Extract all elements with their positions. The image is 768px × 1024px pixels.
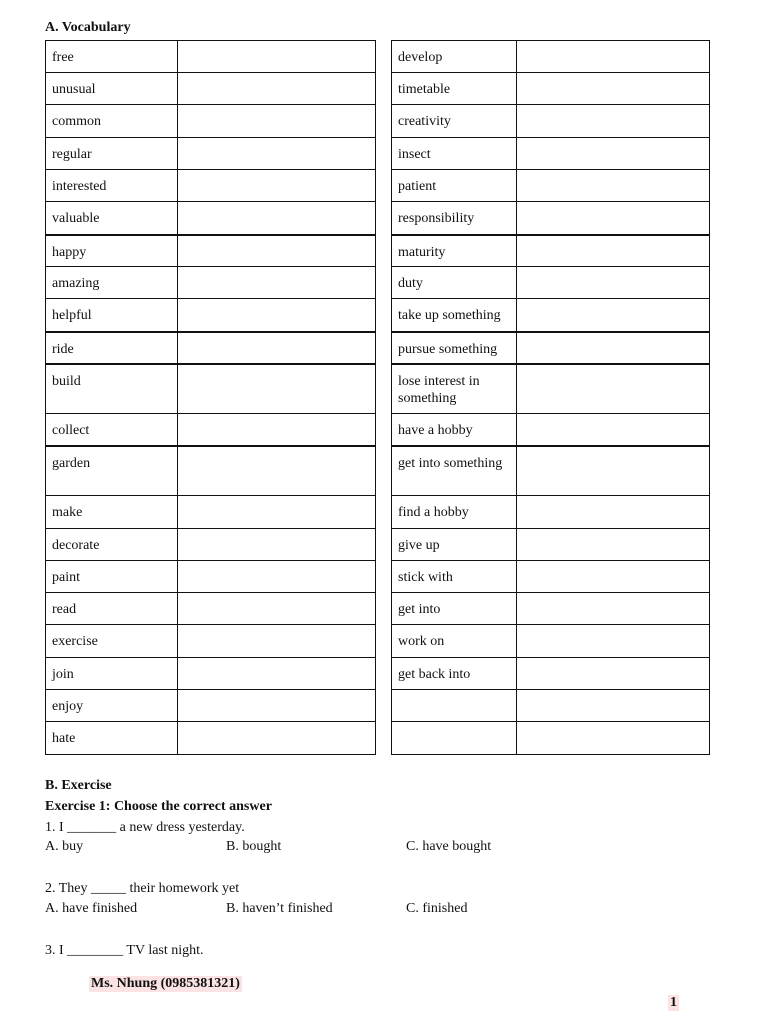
vocab-row	[392, 41, 710, 73]
vocab-answer-cell-right[interactable]	[516, 235, 709, 267]
vocab-word-left: helpful	[46, 299, 178, 332]
page-number: 1	[670, 995, 677, 1010]
vocab-row	[392, 202, 710, 235]
vocab-answer-cell-left[interactable]	[177, 690, 375, 722]
vocab-row	[392, 446, 710, 496]
vocab-row	[392, 561, 710, 593]
section-a-heading: A. Vocabulary	[45, 20, 131, 35]
vocab-answer-cell-left[interactable]	[177, 446, 375, 496]
vocab-answer-cell-right[interactable]	[516, 267, 709, 299]
vocab-row	[392, 690, 710, 722]
vocab-answer-cell-right[interactable]	[516, 561, 709, 593]
vocab-word-left: make	[46, 496, 178, 529]
vocab-row	[46, 332, 376, 364]
vocab-row	[392, 105, 710, 138]
vocab-row	[392, 299, 710, 332]
vocab-word-right: find a hobby	[392, 496, 517, 529]
vocab-answer-cell-left[interactable]	[177, 625, 375, 658]
question-1-option-a[interactable]: A. buy	[45, 839, 84, 854]
vocab-answer-cell-left[interactable]	[177, 138, 375, 170]
vocab-word-left: join	[46, 658, 178, 690]
vocab-row	[46, 658, 376, 690]
vocab-answer-cell-right[interactable]	[516, 722, 709, 755]
question-2-option-b[interactable]: B. haven’t finished	[226, 901, 333, 916]
vocab-answer-cell-left[interactable]	[177, 529, 375, 561]
vocab-answer-cell-right[interactable]	[516, 496, 709, 529]
vocab-answer-cell-right[interactable]	[516, 414, 709, 446]
vocab-answer-cell-right[interactable]	[516, 138, 709, 170]
vocab-row	[46, 496, 376, 529]
vocab-answer-cell-left[interactable]	[177, 299, 375, 332]
vocab-word-left: garden	[46, 446, 178, 496]
vocab-row	[46, 446, 376, 496]
vocab-answer-cell-left[interactable]	[177, 658, 375, 690]
vocab-word-left: happy	[46, 235, 178, 267]
vocab-word-left: interested	[46, 170, 178, 202]
vocab-word-right: take up something	[392, 299, 517, 332]
question-2-option-c[interactable]: C. finished	[406, 901, 468, 916]
vocab-row	[46, 690, 376, 722]
exercise-1-title: Exercise 1: Choose the correct answer	[45, 799, 272, 814]
vocab-answer-cell-left[interactable]	[177, 561, 375, 593]
vocab-answer-cell-right[interactable]	[516, 529, 709, 561]
vocab-word-right: get back into	[392, 658, 517, 690]
vocab-word-left: collect	[46, 414, 178, 446]
vocab-word-right: have a hobby	[392, 414, 517, 446]
vocab-row	[46, 202, 376, 235]
vocab-word-left: regular	[46, 138, 178, 170]
vocab-answer-cell-right[interactable]	[516, 73, 709, 105]
vocab-answer-cell-left[interactable]	[177, 496, 375, 529]
vocab-row	[392, 267, 710, 299]
vocab-row	[46, 722, 376, 755]
vocab-table-right	[391, 40, 710, 755]
vocab-word-right: work on	[392, 625, 517, 658]
vocab-row	[46, 593, 376, 625]
vocab-answer-cell-left[interactable]	[177, 41, 375, 73]
vocab-word-left: exercise	[46, 625, 178, 658]
vocab-word-left: enjoy	[46, 690, 178, 722]
vocab-row	[46, 414, 376, 446]
vocab-row	[392, 722, 710, 755]
vocab-row	[46, 105, 376, 138]
vocab-row	[392, 529, 710, 561]
vocab-row	[392, 235, 710, 267]
vocab-word-right: get into something	[392, 446, 517, 496]
vocab-answer-cell-right[interactable]	[516, 593, 709, 625]
vocab-row	[46, 73, 376, 105]
question-1-option-b[interactable]: B. bought	[226, 839, 282, 854]
vocab-answer-cell-right[interactable]	[516, 41, 709, 73]
vocab-answer-cell-right[interactable]	[516, 105, 709, 138]
vocab-word-right: maturity	[392, 235, 517, 267]
vocab-answer-cell-right[interactable]	[516, 625, 709, 658]
vocab-row	[46, 625, 376, 658]
vocab-row	[46, 529, 376, 561]
vocab-word-right: give up	[392, 529, 517, 561]
vocab-word-right: insect	[392, 138, 517, 170]
vocab-word-right: get into	[392, 593, 517, 625]
vocab-row	[392, 364, 710, 414]
vocab-word-left: ride	[46, 332, 178, 364]
vocab-word-left: decorate	[46, 529, 178, 561]
vocab-answer-cell-right[interactable]	[516, 299, 709, 332]
vocab-answer-cell-left[interactable]	[177, 722, 375, 755]
vocab-word-right: pursue something	[392, 332, 517, 364]
vocab-answer-cell-right[interactable]	[516, 690, 709, 722]
question-1-stem: 1. I _______ a new dress yesterday.	[45, 820, 245, 835]
vocab-answer-cell-right[interactable]	[516, 332, 709, 364]
vocab-row	[392, 332, 710, 364]
teacher-contact: Ms. Nhung (0985381321)	[91, 976, 240, 991]
vocab-row	[392, 658, 710, 690]
vocab-word-left: hate	[46, 722, 178, 755]
vocab-answer-cell-right[interactable]	[516, 364, 709, 414]
question-2-option-a[interactable]: A. have finished	[45, 901, 138, 916]
vocab-answer-cell-left[interactable]	[177, 332, 375, 364]
vocab-word-right	[392, 722, 517, 755]
vocab-answer-cell-left[interactable]	[177, 364, 375, 414]
vocab-row	[392, 496, 710, 529]
vocab-row	[392, 414, 710, 446]
vocab-answer-cell-left[interactable]	[177, 73, 375, 105]
vocab-row	[46, 364, 376, 414]
vocab-row	[46, 170, 376, 202]
vocab-word-left: paint	[46, 561, 178, 593]
vocab-word-right: develop	[392, 41, 517, 73]
vocab-word-left: common	[46, 105, 178, 138]
vocab-answer-cell-right[interactable]	[516, 170, 709, 202]
vocab-word-right: patient	[392, 170, 517, 202]
vocab-answer-cell-left[interactable]	[177, 267, 375, 299]
vocab-word-right: responsibility	[392, 202, 517, 235]
question-3-stem: 3. I ________ TV last night.	[45, 943, 204, 958]
vocab-row	[392, 138, 710, 170]
vocab-word-left: unusual	[46, 73, 178, 105]
vocab-answer-cell-left[interactable]	[177, 202, 375, 235]
vocab-word-left: valuable	[46, 202, 178, 235]
vocab-row	[392, 593, 710, 625]
vocab-answer-cell-left[interactable]	[177, 235, 375, 267]
vocab-word-right: timetable	[392, 73, 517, 105]
vocab-row	[392, 73, 710, 105]
vocab-row	[46, 267, 376, 299]
vocab-answer-cell-right[interactable]	[516, 202, 709, 235]
vocab-answer-cell-left[interactable]	[177, 593, 375, 625]
question-2-stem: 2. They _____ their homework yet	[45, 881, 240, 896]
section-b-heading: B. Exercise	[45, 778, 112, 793]
vocab-row	[392, 170, 710, 202]
vocab-word-left: amazing	[46, 267, 178, 299]
vocab-answer-cell-left[interactable]	[177, 105, 375, 138]
vocab-row	[46, 235, 376, 267]
vocab-word-left: build	[46, 364, 178, 414]
vocab-answer-cell-left[interactable]	[177, 170, 375, 202]
vocab-table-left	[45, 40, 376, 755]
vocab-word-right	[392, 690, 517, 722]
vocab-answer-cell-left[interactable]	[177, 414, 375, 446]
vocab-word-right: creativity	[392, 105, 517, 138]
vocab-word-left: read	[46, 593, 178, 625]
vocab-answer-cell-right[interactable]	[516, 658, 709, 690]
vocab-row	[392, 625, 710, 658]
question-1-option-c[interactable]: C. have bought	[406, 839, 492, 854]
vocab-row	[46, 299, 376, 332]
vocab-row	[46, 561, 376, 593]
vocab-answer-cell-right[interactable]	[516, 446, 709, 496]
vocab-row	[46, 41, 376, 73]
vocab-row	[46, 138, 376, 170]
vocab-word-right: stick with	[392, 561, 517, 593]
vocab-word-left: free	[46, 41, 178, 73]
vocab-word-right: duty	[392, 267, 517, 299]
vocab-word-right: lose interest in something	[392, 364, 517, 414]
